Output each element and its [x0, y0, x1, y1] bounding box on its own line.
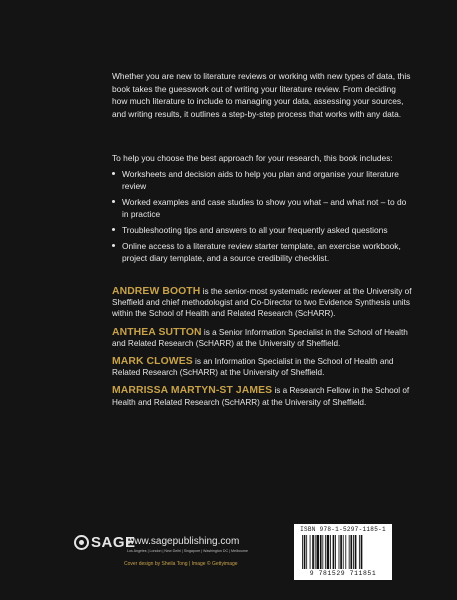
- sage-circle-icon: [74, 535, 89, 550]
- author-bio-text: is a Research Fellow in the School of Health and Related Research (ScHARR) at the University of Sheffield.: [112, 386, 410, 407]
- cover-credit: Cover design by Sheila Tong | Image © Gettyimage: [124, 561, 238, 567]
- bullet-icon: [112, 200, 115, 203]
- feature-list: [112, 168, 412, 268]
- author-name: ANTHEA SUTTON: [112, 326, 202, 338]
- barcode: [294, 524, 392, 580]
- author-bios: [112, 286, 412, 415]
- author-bio: [112, 356, 412, 378]
- author-bio-text: is the senior-most systematic reviewer at the University of Sheffield and chief methodologist and Co-Director to two Evidence Synthesis units within the School of Health and Related Research (ScHARR).: [112, 287, 412, 319]
- author-bio: [112, 327, 412, 349]
- bullet-icon: [112, 244, 115, 247]
- barcode-digits: 9 781529 711851: [309, 570, 377, 577]
- includes-heading: To help you choose the best approach for your research, this book includes:: [112, 153, 393, 163]
- author-bio-text: is an Information Specialist in the School of Health and Related Research (ScHARR) at the University of Sheffield.: [112, 357, 394, 378]
- author-bio-text: is a Senior Information Specialist in the School of Health and Related Research (ScHARR) at the University of Sheffield.: [112, 327, 408, 348]
- publisher-cities: Los Angeles | London | New Delhi | Singapore | Washington DC | Melbourne: [127, 549, 249, 553]
- bullet-icon: [112, 172, 115, 175]
- author-name: MARRISSA MARTYN-ST JAMES: [112, 385, 273, 397]
- sage-wordmark: SAGE: [91, 534, 136, 551]
- author-name: ANDREW BOOTH: [112, 286, 201, 297]
- bullet-icon: [112, 228, 115, 231]
- intro-paragraph: Whether you are new to literature reviews or working with new types of data, this book takes the guesswork out of writing your literature review. From deciding how much literature to include to managing your data, assessing your sources, and writing results, it outlines a step-by-step process that works with any data.: [112, 71, 411, 119]
- list-item: Worksheets and decision aids to help you plan and organise your literature review: [112, 168, 412, 192]
- publisher-url: www.sagepublishing.com: [127, 536, 240, 547]
- isbn-label: ISBN 978-1-5297-1185-1: [300, 526, 386, 533]
- author-bio: [112, 286, 412, 320]
- list-item: Troubleshooting tips and answers to all your frequently asked questions: [112, 224, 412, 236]
- author-name: MARK CLOWES: [112, 356, 193, 368]
- barcode-bars-icon: [302, 535, 384, 569]
- list-item: Worked examples and case studies to show you what – and what not – to do in practice: [112, 196, 412, 220]
- list-item: Online access to a literature review starter template, an exercise workbook, project diary template, and a source credibility checklist.: [112, 240, 412, 264]
- author-bio: [112, 385, 412, 407]
